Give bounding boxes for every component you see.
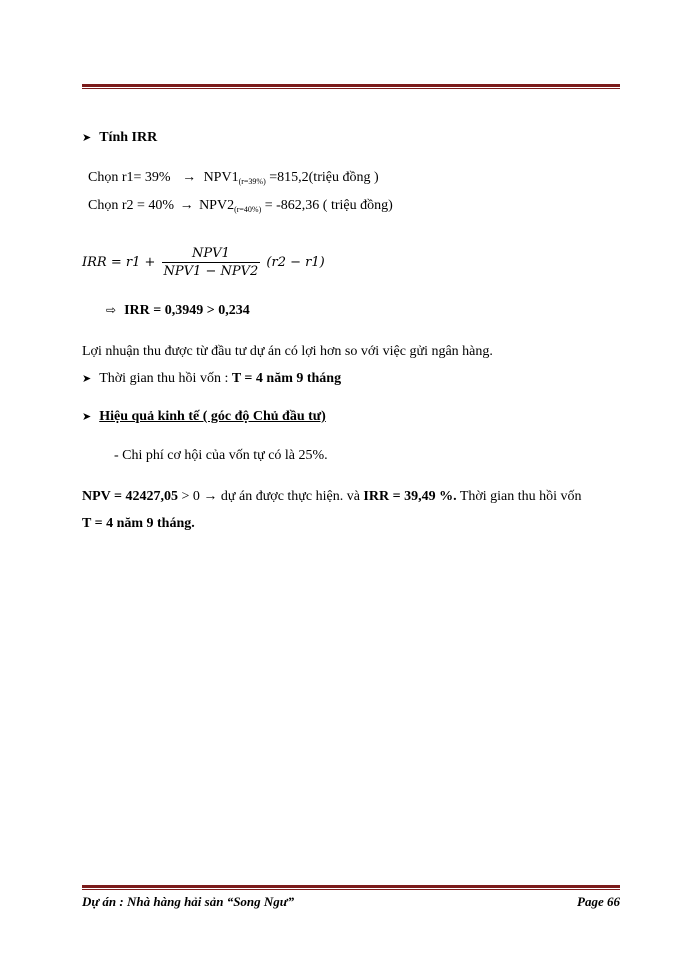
irr-formula: IRR = r1 + $\frac{\text{NPV1}}{\text{NPV1 − NPV2}}$ (r2 − r1)	[82, 246, 325, 279]
conclusion-line-1: NPV = 42427,05 > 0 → dự án được thực hiện. và IRR = 39,49 %. Thời gian thu hồi vốn	[82, 489, 582, 504]
arrow-bullet-icon: ➤	[82, 372, 92, 385]
footer-rule	[82, 885, 620, 890]
irr-result: ⇨ IRR = 0,3949 > 0,234	[106, 303, 250, 318]
r1-line: Chọn $r1= 39\% \to NPV1_{(r=39\%)}$ =815,2(triệu đồng )	[88, 170, 379, 186]
header-rule	[82, 84, 620, 89]
conclusion-line-2: T = 4 năm 9 tháng.	[82, 516, 195, 531]
payback-line: ➤ Thời gian thu hồi vốn : T = 4 năm 9 tháng	[82, 371, 342, 386]
right-arrow-icon: →	[179, 198, 194, 213]
r2-line: Chọn $r2 = 40\% \to NPV2_{(r=40\%)} = -862,36$ ( triệu đồng)	[88, 198, 393, 214]
arrow-bullet-icon: ➤	[82, 410, 92, 423]
hollow-arrow-icon: ⇨	[106, 303, 117, 317]
formula-fraction: $\frac{\text{NPV1}}{\text{NPV1 − NPV2}}$	[163, 246, 259, 279]
footer-project: Dự án : Nhà hàng hải sản “Song Ngư”	[82, 894, 295, 909]
right-arrow-icon: →	[182, 170, 197, 185]
opportunity-cost: - Chi phí cơ hội của vốn tự có là 25%.	[114, 448, 328, 463]
footer-page-number: Page 66	[577, 894, 620, 909]
arrow-bullet-icon: ➤	[82, 131, 92, 144]
irr-heading: ➤ Tính IRR	[82, 130, 158, 145]
profit-text: Lợi nhuận thu được từ đầu tư dự án có lợi hơn so với việc gửi ngân hàng.	[82, 344, 493, 359]
efficiency-heading: ➤ Hiệu quả kinh tế ( góc độ Chủ đầu tư)	[82, 409, 326, 424]
